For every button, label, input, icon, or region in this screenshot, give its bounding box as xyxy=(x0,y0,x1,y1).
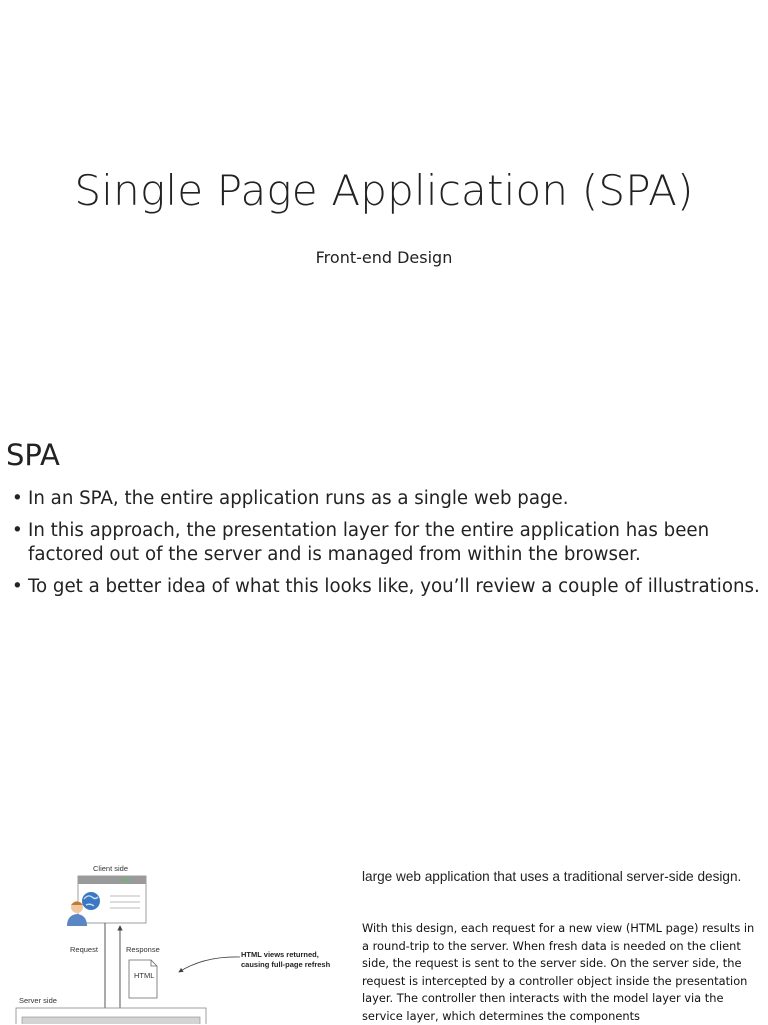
globe-icon xyxy=(82,892,100,910)
annotation-line-2: causing full-page refresh xyxy=(241,960,331,969)
bullet-item: • To get a better idea of what this looks like, you’ll review a couple of illustrations. xyxy=(12,575,762,599)
response-label: Response xyxy=(126,945,160,954)
bullet-list xyxy=(12,487,762,607)
bullet-item: • In this approach, the presentation layer for the entire application has been factored out of the server and is managed from within the browser. xyxy=(12,519,762,567)
bullet-item: • In an SPA, the entire application runs as a single web page. xyxy=(12,487,762,511)
client-side-label: Client side xyxy=(93,864,129,873)
diagram-description: With this design, each request for a new view (HTML page) results in a round-trip to the server. When fresh data is needed on the client side, the request is sent to the server side. On the server side, the request is intercepted by a controller object inside the presentation layer. The controller then interacts with the model layer via the service layer, which determines the components xyxy=(362,921,755,1023)
diagram-caption: large web application that uses a traditional server-side design. xyxy=(362,869,742,884)
slide-title: Single Page Application (SPA) xyxy=(74,166,694,215)
server-side-label: Server side xyxy=(19,996,57,1005)
presentation-layer-block xyxy=(22,1017,200,1024)
server-side-architecture-diagram xyxy=(14,860,344,1024)
html-document-label: HTML xyxy=(134,971,155,980)
annotation-line-1: HTML views returned, xyxy=(241,950,319,959)
request-label: Request xyxy=(70,945,98,954)
section-heading: SPA xyxy=(6,438,60,472)
slide-subtitle: Front-end Design xyxy=(315,248,453,267)
